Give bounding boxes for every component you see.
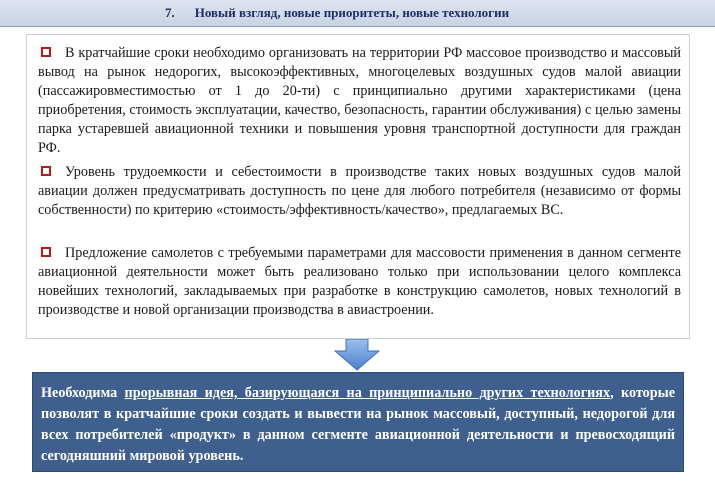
red-square-bullet-icon — [41, 166, 51, 176]
slide-title — [165, 5, 509, 21]
paragraph-2 — [38, 163, 681, 220]
conclusion-underlined: прорывная идея, базирующаяся на принципиально других технологиях — [124, 385, 611, 401]
conclusion-part-1: Необходима — [41, 385, 125, 401]
conclusion-text — [41, 383, 675, 467]
paragraph-1-text: В кратчайшие сроки необходимо организовать на территории РФ массовое производство и массовый вывод на рынок недорогих, высокоэффективных, многоцелевых воздушных судов малой авиации (пассажировместимостью от 1 до 20-ти) с принципиально другими характеристиками (цена приобретения, стоимость эксплуатации, качество, безопасность, гарантии обслуживания) с целью замены парка устаревшей авиационной техники и повышения уровня транспортной доступности для граждан РФ. — [38, 45, 681, 156]
red-square-bullet-icon — [41, 47, 51, 57]
paragraph-2-text: Уровень трудоемкости и себестоимости в производстве таких новых воздушных судов малой авиации должен предусматривать доступность по цене для любого потребителя (независимо от формы собственности) по критерию «стоимость/эффективность/качество», предлагаемых ВС. — [38, 164, 681, 218]
paragraph-1 — [38, 44, 681, 158]
paragraph-3 — [38, 244, 681, 320]
slide-title-text: Новый взгляд, новые приоритеты, новые технологии — [194, 5, 510, 20]
slide-title-bar — [0, 0, 715, 27]
slide-number: 7. — [165, 5, 175, 20]
conclusion-box — [32, 372, 684, 472]
conclusion-part-3: , которые позволят в кратчайшие сроки создать и вывести на рынок массовый, доступный, недорогой для всех потребителей «продукт» в данном сегменте авиационной деятельности и превосходящий сегодняшний мировой уровень. — [41, 385, 675, 464]
paragraph-3-text: Предложение самолетов с требуемыми параметрами для массовости применения в данном сегменте авиационной деятельности может быть реализовано только при использовании целого комплекса новейших технологий, закладываемых при разработке в конструкцию самолетов, новых технологий в производстве и новой организации производства в авиастроении. — [38, 245, 681, 318]
red-square-bullet-icon — [41, 247, 51, 257]
down-arrow-icon — [334, 339, 380, 371]
